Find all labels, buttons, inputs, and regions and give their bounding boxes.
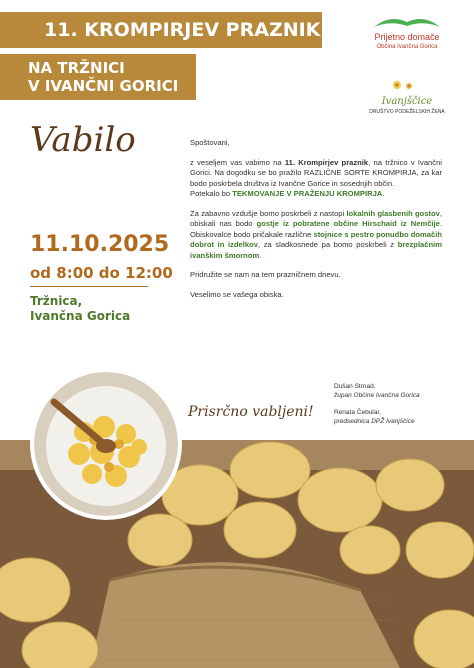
association-subtitle: DRUŠTVO PODEŽELSKIH ŽENA [369,109,445,115]
place-line-1: Tržnica, [30,294,83,308]
paragraph-4: Veselimo se vašega obiska. [190,289,284,299]
place-line-2: Ivančna Gorica [30,309,131,323]
paragraph-3: Pridružite se nam na tem prazničnem dnevu. [190,270,341,279]
location-banner [0,54,196,100]
food-photo [30,368,182,520]
event-title: 11. KROMPIRJEV PRAZNIK [44,19,321,41]
invitation-letter [190,138,442,309]
municipality-logo [352,14,462,50]
flower-icon [387,79,427,91]
event-place [30,294,130,324]
paragraph-1: z veseljem vas vabimo na 11. Krompirjev praznik, na tržnico v Ivančni Gorici. Na dogodku se bo pražilo RAZLIČNE SORTE KROMPIRJA, za kar bodo poskrbela društva iz Ivančne Gorice in sosednjih občin. Potekalo bo TEKMOVANJE V PRAŽENJU KROMPIRJA. [190,157,442,198]
paragraph-2: Za zabavno vzdušje bomo poskrbeli z nastopi lokalnih glasbenih gostov, obiskali nas bodo gostje iz pobratene občine Hirschaid iz Nemčije. Obiskovalce bodo pričakale različne stojnice s pestro ponudbo domačih dobrot in izdelkov, za sladkosnede pa bomo poskrbeli z brezplačnim ivanškim šmornom. [190,208,443,260]
signature-president [334,408,420,426]
location-line-2: V IVANČNI GORICI [28,77,179,95]
municipality-slogan: Prijetno domače [374,32,440,42]
association-logo [352,78,462,115]
association-name: Ivanjščice [381,96,433,107]
signatures [334,382,420,434]
municipality-name: Občina Ivančna Gorica [376,44,438,50]
location-line-1: NA TRŽNICI [28,59,125,77]
closing-line: Prisrčno vabljeni! [188,404,314,420]
signer-name-1: Dušan Strnad, [334,383,376,390]
signer-role-1: župan Občine Ivančna Gorica [334,392,420,399]
hill-icon [372,14,442,30]
event-title-banner [0,12,322,48]
signer-name-2: Renata Čebular, [334,409,381,416]
greeting: Spoštovani, [190,138,230,147]
event-date: 11.10.2025 [30,232,170,257]
signature-mayor [334,382,420,400]
signer-role-2: predsednica DPŽ Ivanjščice [334,418,415,425]
invitation-heading: Vabilo [30,120,136,160]
event-time: od 8:00 do 12:00 [30,264,173,282]
divider [30,286,148,287]
